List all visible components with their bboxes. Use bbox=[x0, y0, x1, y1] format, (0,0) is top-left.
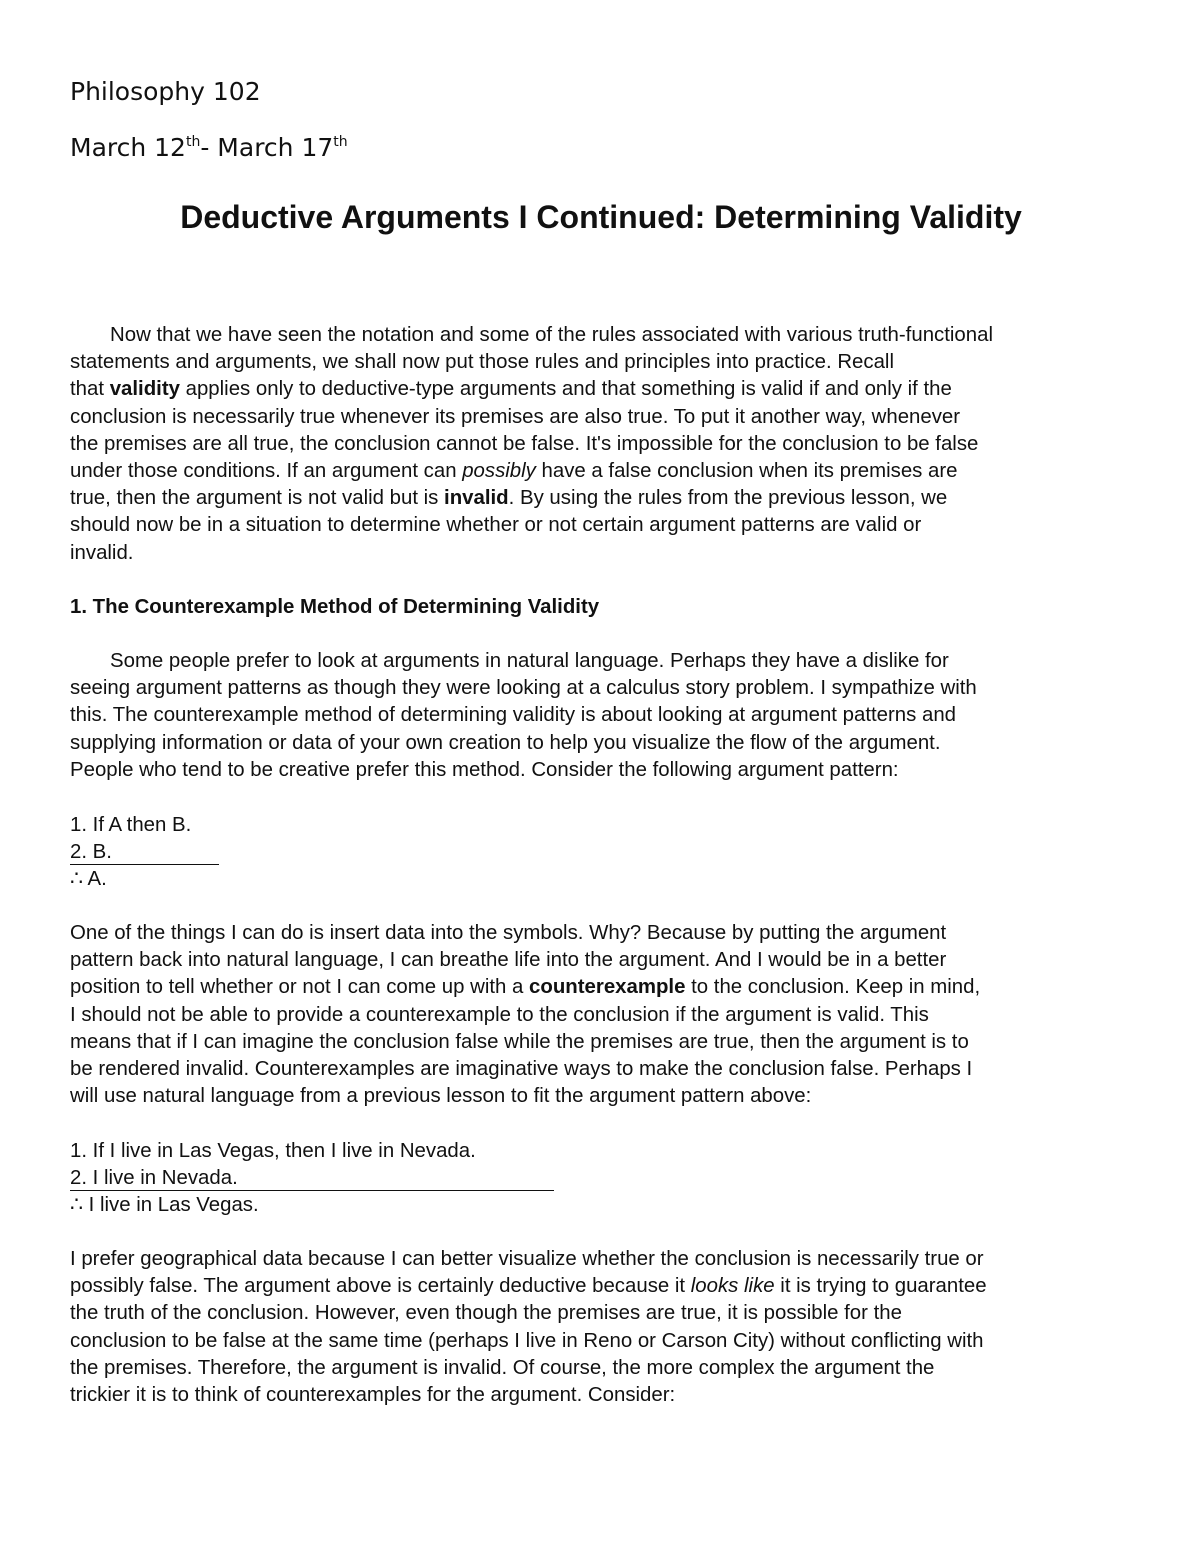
term-counterexample: counterexample bbox=[529, 976, 686, 999]
paragraph-line: statements and arguments, we shall now put those rules and principles into practice. Recall bbox=[70, 351, 894, 374]
paragraph-line: pattern back into natural language, I can breathe life into the argument. And I would be in a better bbox=[70, 949, 947, 972]
premise-1: 1. If I live in Las Vegas, then I live in Nevada. bbox=[70, 1140, 476, 1162]
geographic-paragraph bbox=[70, 1246, 1132, 1409]
paragraph-line: seeing argument patterns as though they were looking at a calculus story problem. I sympathize with bbox=[70, 677, 977, 700]
section-heading: 1. The Counterexample Method of Determining Validity bbox=[70, 596, 600, 618]
paragraph-line bbox=[70, 376, 1132, 403]
premise-2 bbox=[70, 1165, 1132, 1192]
paragraph-line: Some people prefer to look at arguments in natural language. Perhaps they have a dislike for bbox=[110, 650, 949, 672]
paragraph-line: means that if I can imagine the conclusion false while the premises are true, then the argument is to bbox=[70, 1030, 969, 1053]
premise-2 bbox=[70, 839, 1132, 866]
conclusion: ∴ A. bbox=[70, 868, 107, 891]
paragraph-line: One of the things I can do is insert data into the symbols. Why? Because by putting the argument bbox=[70, 922, 947, 944]
paragraph-line: Now that we have seen the notation and some of the rules associated with various truth-functional bbox=[110, 324, 993, 346]
text-run: that bbox=[70, 378, 110, 401]
date-start-suffix: th bbox=[185, 134, 201, 150]
paragraph-line: trickier it is to think of counterexamples for the argument. Consider: bbox=[70, 1384, 676, 1407]
paragraph-line bbox=[70, 1273, 1132, 1300]
emphasis-looks-like: looks like bbox=[690, 1275, 775, 1298]
paragraph-line: be rendered invalid. Counterexamples are imaginative ways to make the conclusion false. Perhaps I bbox=[70, 1058, 973, 1081]
conclusion: ∴ I live in Las Vegas. bbox=[70, 1194, 259, 1217]
paragraph-line bbox=[70, 458, 1132, 485]
emphasis-possibly: possibly bbox=[462, 460, 536, 483]
intro-paragraph bbox=[70, 322, 1132, 567]
paragraph-line bbox=[70, 974, 1132, 1001]
text-run: applies only to deductive-type arguments and that something is valid if and only if the bbox=[179, 378, 952, 401]
document-title: Deductive Arguments I Continued: Determining Validity bbox=[180, 199, 1022, 235]
paragraph-line: invalid. bbox=[70, 541, 134, 564]
term-invalid: invalid bbox=[444, 487, 509, 510]
text-run: to the conclusion. Keep in mind, bbox=[685, 976, 981, 999]
premise-1: 1. If A then B. bbox=[70, 814, 192, 836]
date-separator: - March 17 bbox=[200, 133, 334, 162]
paragraph-line: the premises. Therefore, the argument is invalid. Of course, the more complex the argument the bbox=[70, 1356, 935, 1379]
paragraph-line: People who tend to be creative prefer this method. Consider the following argument pattern: bbox=[70, 758, 899, 781]
text-run: possibly false. The argument above is certainly deductive because it bbox=[70, 1275, 691, 1298]
paragraph-line: I prefer geographical data because I can better visualize whether the conclusion is necessarily true or bbox=[70, 1248, 984, 1270]
paragraph-line bbox=[70, 485, 1132, 512]
paragraph-line: supplying information or data of your own creation to help you visualize the flow of the argument. bbox=[70, 731, 941, 754]
text-run: position to tell whether or not I can come up with a bbox=[70, 976, 530, 999]
text-run: true, then the argument is not valid but is bbox=[70, 487, 445, 510]
underlined-premise: 2. B. bbox=[70, 841, 219, 865]
paragraph-line: I should not be able to provide a counterexample to the conclusion if the argument is valid. This bbox=[70, 1003, 929, 1026]
date-start: March 12 bbox=[70, 133, 186, 162]
paragraph-line: should now be in a situation to determine whether or not certain argument patterns are valid or bbox=[70, 514, 922, 537]
paragraph-line: conclusion to be false at the same time (perhaps I live in Reno or Carson City) without conflicting with bbox=[70, 1329, 984, 1352]
argument-pattern bbox=[70, 812, 1132, 894]
underlined-premise: 2. I live in Nevada. bbox=[70, 1167, 554, 1191]
paragraph-line: the truth of the conclusion. However, even though the premises are true, it is possible for the bbox=[70, 1302, 902, 1325]
date-range bbox=[70, 130, 348, 166]
natural-language-argument bbox=[70, 1138, 1132, 1220]
paragraph-line: this. The counterexample method of determining validity is about looking at argument patterns and bbox=[70, 704, 956, 727]
text-run: under those conditions. If an argument can bbox=[70, 460, 463, 483]
method-paragraph bbox=[70, 648, 1132, 784]
course-name: Philosophy 102 bbox=[70, 77, 261, 106]
counterexample-paragraph bbox=[70, 920, 1132, 1110]
text-run: have a false conclusion when its premises are bbox=[535, 460, 958, 483]
paragraph-line: will use natural language from a previous lesson to fit the argument pattern above: bbox=[70, 1085, 812, 1108]
paragraph-line: the premises are all true, the conclusion cannot be false. It's impossible for the conclusion to be false bbox=[70, 432, 979, 455]
text-run: it is trying to guarantee bbox=[774, 1275, 987, 1298]
date-end-suffix: th bbox=[333, 134, 348, 150]
text-run: . By using the rules from the previous lesson, we bbox=[508, 487, 948, 510]
term-validity: validity bbox=[109, 378, 180, 401]
paragraph-line: conclusion is necessarily true whenever its premises are also true. To put it another way, whenever bbox=[70, 405, 961, 428]
